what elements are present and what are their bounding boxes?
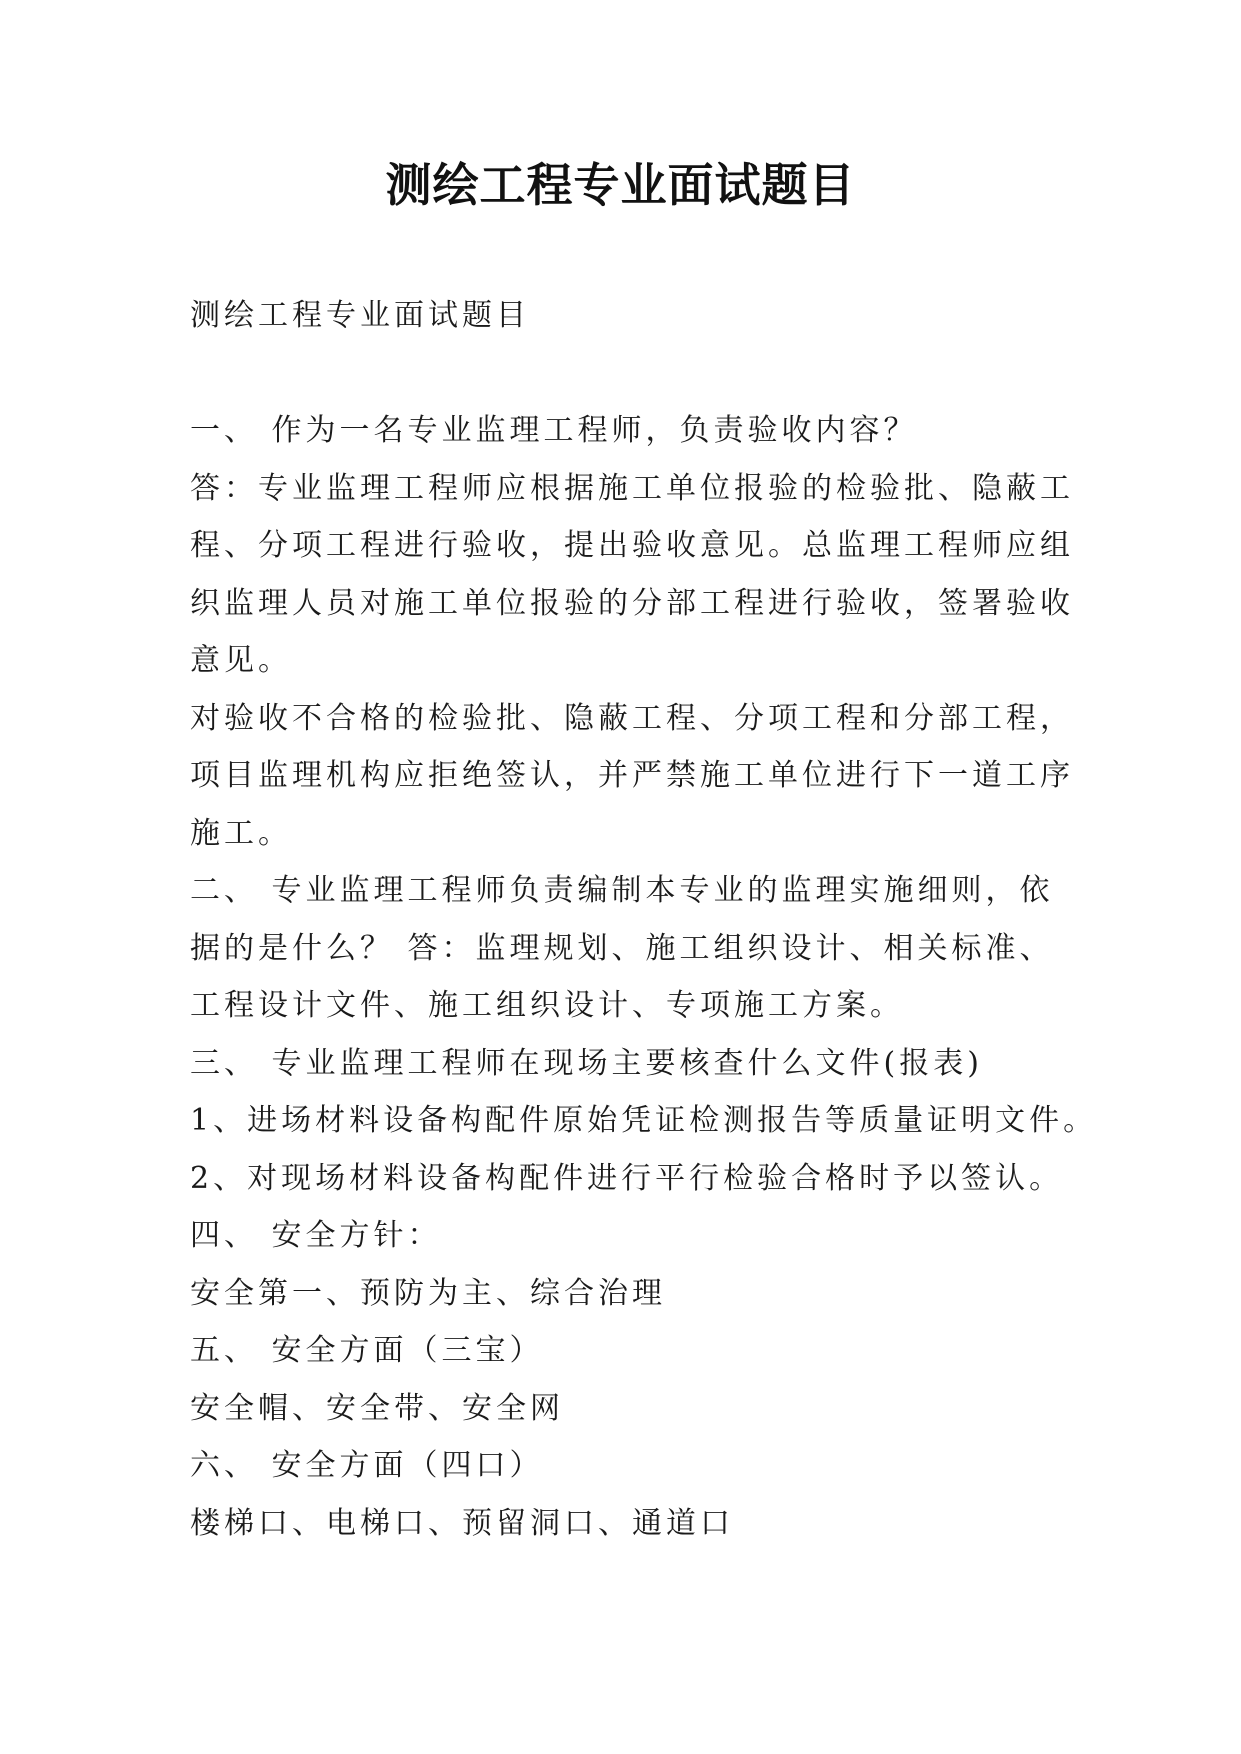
paragraph-line: 项目监理机构应拒绝签认，并严禁施工单位进行下一道工序 (190, 758, 1074, 793)
paragraph-line: 程、分项工程进行验收，提出验收意见。总监理工程师应组 (190, 528, 1074, 563)
paragraph-line: 织监理人员对施工单位报验的分部工程进行验收，签署验收 (190, 585, 1074, 621)
paragraph-line: 答：专业监理工程师应根据施工单位报验的检验批、隐蔽工 (190, 470, 1074, 506)
paragraph-line: 1、进场材料设备构配件原始凭证检测报告等质量证明文件。 (190, 1103, 1098, 1138)
paragraph-line: 一、 作为一名专业监理工程师，负责验收内容？ (190, 413, 918, 448)
paragraph-line: 五、 安全方面（三宝） (190, 1333, 544, 1368)
paragraph-line: 2、对现场材料设备构配件进行平行检验合格时予以签认。 (190, 1160, 1064, 1196)
paragraph-line: 对验收不合格的检验批、隐蔽工程、分项工程和分部工程， (190, 700, 1074, 736)
paragraph-line: 施工。 (190, 815, 292, 851)
paragraph-line: 六、 安全方面（四口） (190, 1448, 544, 1483)
paragraph-line: 据的是什么？ 答：监理规划、施工组织设计、相关标准、 (190, 930, 1054, 966)
paragraph-line: 安全帽、安全带、安全网 (190, 1390, 564, 1426)
paragraph-line: 三、 专业监理工程师在现场主要核查什么文件(报表) (190, 1045, 983, 1081)
paragraph-line: 二、 专业监理工程师负责编制本专业的监理实施细则，依 (190, 873, 1054, 908)
paragraph-line: 工程设计文件、施工组织设计、专项施工方案。 (190, 988, 904, 1023)
document-body (190, 287, 1098, 1552)
document-title: 测绘工程专业面试题目 (385, 158, 856, 212)
paragraph-line: 楼梯口、电梯口、预留洞口、通道口 (190, 1505, 734, 1541)
paragraph-line: 安全第一、预防为主、综合治理 (190, 1275, 666, 1311)
paragraph-line: 意见。 (190, 643, 292, 678)
paragraph-line: 测绘工程专业面试题目 (190, 298, 530, 333)
paragraph-line: 四、 安全方针： (190, 1218, 442, 1253)
blank-line (190, 345, 1070, 403)
